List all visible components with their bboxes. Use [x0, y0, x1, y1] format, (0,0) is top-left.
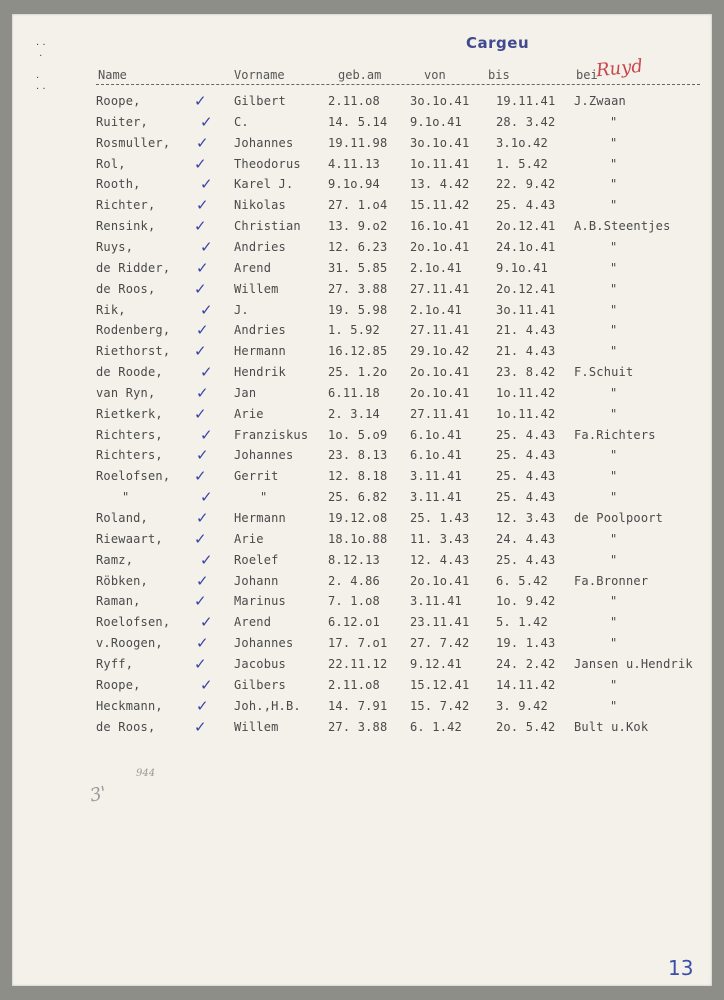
- cell-von: 3.11.41: [410, 469, 462, 484]
- cell-bei: ": [610, 594, 618, 609]
- checkmark-icon: ✓: [194, 154, 207, 173]
- cell-bei: ": [610, 385, 618, 400]
- cell-name: Roope,: [96, 677, 141, 692]
- table-row: [12, 300, 712, 323]
- cell-bei: F.Schuit: [574, 365, 634, 380]
- cell-geb: 31. 5.85: [328, 260, 388, 275]
- table-row: [12, 237, 712, 260]
- table-row: [12, 571, 712, 594]
- cell-vorname: Jacobus: [234, 656, 286, 671]
- cell-vorname: Andries: [234, 323, 286, 338]
- cell-name: Raman,: [96, 594, 141, 609]
- cell-geb: 6.11.18: [328, 385, 380, 400]
- checkmark-icon: ✓: [196, 509, 209, 527]
- cell-name: Richters,: [96, 448, 163, 463]
- cell-name: Rodenberg,: [96, 323, 171, 338]
- cell-bis: 1o.11.42: [496, 406, 556, 421]
- cell-name: Rol,: [96, 156, 126, 171]
- table-row: [12, 198, 712, 218]
- checkmark-icon: ✓: [200, 363, 213, 382]
- cell-von: 15. 7.42: [410, 698, 470, 713]
- cell-bei: ": [610, 677, 618, 692]
- checkmark-icon: ✓: [200, 300, 213, 319]
- cell-von: 11. 3.43: [410, 531, 470, 546]
- cell-bei: ": [610, 448, 618, 463]
- cell-geb: 2. 4.86: [328, 573, 380, 588]
- checkmark-icon: ✓: [196, 196, 209, 215]
- cell-geb: 2.11.o8: [328, 677, 380, 692]
- cell-geb: 14. 7.91: [328, 698, 388, 713]
- table-row: [12, 344, 712, 364]
- cell-bis: 24.1o.41: [496, 239, 556, 254]
- cell-geb: 18.1o.88: [328, 531, 388, 546]
- cell-von: 15.11.42: [410, 198, 470, 213]
- checkmark-icon: ✓: [196, 258, 209, 277]
- table-row: [12, 177, 712, 197]
- stamp-text: Cargeu: [466, 34, 530, 52]
- cell-bis: 2o.12.41: [496, 281, 556, 296]
- table-row: [12, 219, 712, 239]
- checkmark-icon: ✓: [200, 237, 213, 256]
- table-row: [12, 365, 712, 385]
- cell-geb: 13. 9.o2: [328, 219, 388, 234]
- table-row: [12, 469, 712, 489]
- cell-bei: ": [610, 156, 618, 171]
- cell-von: 13. 4.42: [410, 177, 470, 192]
- header-vorname: Vorname: [234, 68, 285, 82]
- cell-geb: 22.11.12: [328, 656, 388, 671]
- cell-vorname: Theodorus: [234, 156, 301, 171]
- table-row: [12, 94, 712, 114]
- checkmark-icon: ✓: [194, 654, 207, 673]
- cell-von: 2o.1o.41: [410, 365, 470, 380]
- cell-geb: 23. 8.13: [328, 448, 388, 463]
- checkmark-icon: ✓: [194, 717, 207, 736]
- cell-bis: 9.1o.41: [496, 260, 548, 275]
- checkmark-icon: ✓: [196, 133, 209, 152]
- checkmark-icon: ✓: [200, 175, 213, 194]
- cell-vorname: Willem: [234, 281, 279, 296]
- checkmark-icon: ✓: [194, 592, 207, 611]
- cell-geb: 2. 3.14: [328, 406, 380, 421]
- cell-bis: 21. 4.43: [496, 344, 556, 359]
- cell-von: 27. 7.42: [410, 636, 470, 651]
- cell-name: Rensink,: [96, 219, 156, 234]
- cell-geb: 17. 7.o1: [328, 636, 388, 651]
- cell-von: 12. 4.43: [410, 552, 470, 567]
- cell-name: Röbken,: [96, 573, 148, 588]
- cell-vorname: Roelef: [234, 552, 279, 567]
- cell-von: 2o.1o.41: [410, 239, 470, 254]
- cell-von: 29.1o.42: [410, 344, 470, 359]
- checkmark-icon: ✓: [200, 675, 213, 694]
- cell-von: 23.11.41: [410, 615, 470, 630]
- cell-von: 3.11.41: [410, 490, 462, 505]
- cell-name: Ryff,: [96, 656, 134, 671]
- cell-bei: ": [610, 302, 618, 317]
- table-row: [12, 511, 712, 531]
- cell-name: Riethorst,: [96, 344, 171, 359]
- cell-name: de Roode,: [96, 365, 163, 380]
- cell-bei: ": [610, 615, 618, 630]
- cell-von: 3o.1o.41: [410, 135, 470, 150]
- cell-name: de Roos,: [96, 281, 156, 296]
- cell-bis: 2o.12.41: [496, 219, 556, 234]
- table-row: [12, 133, 712, 156]
- cell-bei: Bult u.Kok: [574, 719, 649, 734]
- cell-name: Ramz,: [96, 552, 134, 567]
- checkmark-icon: ✓: [196, 571, 209, 590]
- cell-geb: 9.1o.94: [328, 177, 380, 192]
- table-row: [12, 258, 712, 281]
- cell-geb: 14. 5.14: [328, 114, 388, 129]
- header-von: von: [424, 68, 446, 82]
- checkmark-icon: ✓: [194, 92, 207, 110]
- checkmark-icon: ✓: [200, 488, 213, 507]
- table-row: [12, 636, 712, 656]
- cell-geb: 2.11.o8: [328, 94, 380, 108]
- table-row: [12, 717, 712, 740]
- cell-von: 2.1o.41: [410, 302, 462, 317]
- cell-name: Roland,: [96, 511, 148, 525]
- cell-bei: ": [610, 490, 618, 505]
- cell-vorname: Christian: [234, 219, 301, 234]
- cell-geb: 27. 3.88: [328, 281, 388, 296]
- cell-bis: 23. 8.42: [496, 365, 556, 380]
- cell-geb: 4.11.13: [328, 156, 380, 171]
- checkmark-icon: ✓: [196, 634, 209, 653]
- cell-name: Riewaart,: [96, 531, 163, 546]
- handwritten-note: Ruyd: [595, 55, 644, 82]
- cell-geb: 1o. 5.o9: [328, 427, 388, 442]
- cell-bis: 1o. 9.42: [496, 594, 556, 609]
- cell-vorname: Hendrik: [234, 365, 286, 380]
- cell-bis: 25. 4.43: [496, 427, 556, 442]
- table-row: [12, 383, 712, 406]
- cell-bei: ": [610, 135, 618, 150]
- cell-bis: 25. 4.43: [496, 552, 556, 567]
- header-bis: bis: [488, 68, 510, 82]
- checkmark-icon: ✓: [196, 321, 209, 340]
- cell-name: Ruiter,: [96, 114, 148, 129]
- cell-name: Rik,: [96, 302, 126, 317]
- cell-geb: 6.12.o1: [328, 615, 380, 630]
- cell-bis: 12. 3.43: [496, 511, 556, 525]
- header-bei: bei: [576, 68, 598, 82]
- cell-von: 1o.11.41: [410, 156, 470, 171]
- cell-bei: A.B.Steentjes: [574, 219, 671, 234]
- cell-name: Rietkerk,: [96, 406, 163, 421]
- cell-geb: 7. 1.o8: [328, 594, 380, 609]
- cell-geb: 27. 3.88: [328, 719, 388, 734]
- checkmark-icon: ✓: [194, 279, 207, 298]
- cell-bis: 24. 2.42: [496, 656, 556, 671]
- cell-bis: 25. 4.43: [496, 490, 556, 505]
- cell-geb: 12. 6.23: [328, 239, 388, 254]
- cell-von: 3o.1o.41: [410, 94, 470, 108]
- cell-vorname: Gilbers: [234, 677, 286, 692]
- cell-bei: Fa.Richters: [574, 427, 656, 442]
- table-row: [12, 323, 712, 343]
- table-row: [12, 654, 712, 677]
- cell-vorname: ": [260, 490, 268, 505]
- cell-von: 2o.1o.41: [410, 385, 470, 400]
- cell-von: 9.12.41: [410, 656, 462, 671]
- checkmark-icon: ✓: [200, 550, 213, 569]
- cell-vorname: Marinus: [234, 594, 286, 609]
- cell-von: 2.1o.41: [410, 260, 462, 275]
- cell-vorname: Arie: [234, 531, 264, 546]
- table-row: [12, 696, 712, 719]
- cell-name: v.Roogen,: [96, 636, 163, 651]
- cell-bis: 24. 4.43: [496, 531, 556, 546]
- cell-bei: ": [610, 114, 618, 129]
- cell-name: Roope,: [96, 94, 141, 108]
- cell-geb: 19.11.98: [328, 135, 388, 150]
- table-row: [12, 529, 712, 552]
- cell-name: de Ridder,: [96, 260, 171, 275]
- checkmark-icon: ✓: [194, 529, 207, 548]
- header-geb: geb.am: [338, 68, 382, 82]
- checkmark-icon: ✓: [200, 613, 213, 632]
- cell-bis: 21. 4.43: [496, 323, 556, 338]
- cell-geb: 27. 1.o4: [328, 198, 388, 213]
- cell-von: 6.1o.41: [410, 448, 462, 463]
- cell-name: Rooth,: [96, 177, 141, 192]
- cell-bei: J.Zwaan: [574, 94, 626, 108]
- cell-von: 3.11.41: [410, 594, 462, 609]
- cell-vorname: Johannes: [234, 636, 294, 651]
- cell-bei: ": [610, 531, 618, 546]
- cell-bis: 22. 9.42: [496, 177, 556, 192]
- cell-bis: 19.11.41: [496, 94, 556, 108]
- cell-geb: 1. 5.92: [328, 323, 380, 338]
- cell-von: 9.1o.41: [410, 114, 462, 129]
- cell-bei: ": [610, 406, 618, 421]
- checkmark-icon: ✓: [196, 383, 209, 402]
- cell-bis: 6. 5.42: [496, 573, 548, 588]
- table-row: [12, 675, 712, 698]
- table-row: [12, 279, 712, 302]
- cell-von: 16.1o.41: [410, 219, 470, 234]
- cell-bei: ": [610, 260, 618, 275]
- cell-vorname: Arend: [234, 615, 272, 630]
- cell-von: 6. 1.42: [410, 719, 462, 734]
- checkmark-icon: ✓: [196, 446, 209, 465]
- table-row: [12, 615, 712, 635]
- cell-bei: ": [610, 698, 618, 713]
- checkmark-icon: ✓: [194, 404, 207, 423]
- cell-bei: ": [610, 198, 618, 213]
- table-row: [12, 448, 712, 468]
- cell-bei: Fa.Bronner: [574, 573, 649, 588]
- cell-vorname: Nikolas: [234, 198, 286, 213]
- cell-vorname: Johannes: [234, 135, 294, 150]
- cell-von: 25. 1.43: [410, 511, 470, 525]
- cell-bei: Jansen u.Hendrik: [574, 656, 693, 671]
- cell-bis: 25. 4.43: [496, 448, 556, 463]
- cell-bei: ": [610, 239, 618, 254]
- cell-vorname: Arend: [234, 260, 272, 275]
- cell-bis: 25. 4.43: [496, 469, 556, 484]
- cell-bei: ": [610, 177, 618, 192]
- checkmark-icon: ✓: [194, 467, 207, 486]
- cell-geb: 25. 6.82: [328, 490, 388, 505]
- cell-vorname: C.: [234, 114, 249, 129]
- cell-bis: 28. 3.42: [496, 114, 556, 129]
- cell-name: Richters,: [96, 427, 163, 442]
- cell-von: 2o.1o.41: [410, 573, 470, 588]
- cell-name: Rosmuller,: [96, 135, 171, 150]
- document-page: [12, 14, 712, 986]
- cell-vorname: J.: [234, 302, 249, 317]
- checkmark-icon: ✓: [196, 696, 209, 715]
- cell-vorname: Johann: [234, 573, 279, 588]
- cell-bei: ": [610, 344, 618, 359]
- cell-vorname: Gerrit: [234, 469, 279, 484]
- pencil-mark: 3': [87, 782, 109, 807]
- cell-von: 27.11.41: [410, 323, 470, 338]
- table-row: [12, 404, 712, 427]
- checkmark-icon: ✓: [200, 425, 213, 444]
- cell-name: Ruys,: [96, 239, 134, 254]
- cell-von: 27.11.41: [410, 281, 470, 296]
- margin-marks: · · · · · ·: [36, 40, 46, 95]
- cell-bis: 2o. 5.42: [496, 719, 556, 734]
- table-row: [12, 594, 712, 614]
- cell-bis: 3. 9.42: [496, 698, 548, 713]
- cell-von: 27.11.41: [410, 406, 470, 421]
- cell-vorname: Willem: [234, 719, 279, 734]
- cell-name: de Roos,: [96, 719, 156, 734]
- cell-bis: 3.1o.42: [496, 135, 548, 150]
- cell-geb: 25. 1.2o: [328, 365, 388, 380]
- cell-vorname: Andries: [234, 239, 286, 254]
- cell-vorname: Jan: [234, 385, 257, 400]
- checkmark-icon: ✓: [194, 342, 207, 361]
- cell-bis: 1. 5.42: [496, 156, 548, 171]
- cell-vorname: Franziskus: [234, 427, 309, 442]
- cell-name: Roelofsen,: [96, 615, 171, 630]
- cell-name: ": [122, 490, 130, 505]
- header-name: Name: [98, 68, 127, 82]
- cell-name: van Ryn,: [96, 385, 156, 400]
- cell-geb: 16.12.85: [328, 344, 388, 359]
- cell-vorname: Joh.,H.B.: [234, 698, 301, 713]
- cell-geb: 19. 5.98: [328, 302, 388, 317]
- cell-bis: 3o.11.41: [496, 302, 556, 317]
- header-rule: [96, 84, 700, 85]
- cell-geb: 19.12.o8: [328, 511, 388, 525]
- cell-bis: 19. 1.43: [496, 636, 556, 651]
- pencil-number: 944: [136, 768, 156, 779]
- cell-name: Roelofsen,: [96, 469, 171, 484]
- cell-name: Heckmann,: [96, 698, 163, 713]
- cell-bis: 25. 4.43: [496, 198, 556, 213]
- cell-bei: de Poolpoort: [574, 511, 664, 525]
- cell-vorname: Hermann: [234, 344, 286, 359]
- cell-bei: ": [610, 323, 618, 338]
- cell-name: Richter,: [96, 198, 156, 213]
- table-row: [12, 112, 712, 135]
- cell-vorname: Hermann: [234, 511, 286, 525]
- page-number: 13: [668, 956, 694, 980]
- cell-vorname: Gilbert: [234, 94, 286, 108]
- cell-vorname: Johannes: [234, 448, 294, 463]
- checkmark-icon: ✓: [194, 217, 207, 236]
- cell-bis: 5. 1.42: [496, 615, 548, 630]
- cell-von: 6.1o.41: [410, 427, 462, 442]
- cell-bis: 14.11.42: [496, 677, 556, 692]
- cell-von: 15.12.41: [410, 677, 470, 692]
- cell-vorname: Karel J.: [234, 177, 294, 192]
- cell-bis: 1o.11.42: [496, 385, 556, 400]
- checkmark-icon: ✓: [200, 112, 213, 131]
- cell-bei: ": [610, 636, 618, 651]
- table-row: [12, 425, 712, 448]
- cell-bei: ": [610, 281, 618, 296]
- cell-vorname: Arie: [234, 406, 264, 421]
- table-row: [12, 550, 712, 573]
- table-row: [12, 154, 712, 177]
- table-row: [12, 490, 712, 510]
- cell-bei: ": [610, 469, 618, 484]
- cell-geb: 12. 8.18: [328, 469, 388, 484]
- cell-geb: 8.12.13: [328, 552, 380, 567]
- cell-bei: ": [610, 552, 618, 567]
